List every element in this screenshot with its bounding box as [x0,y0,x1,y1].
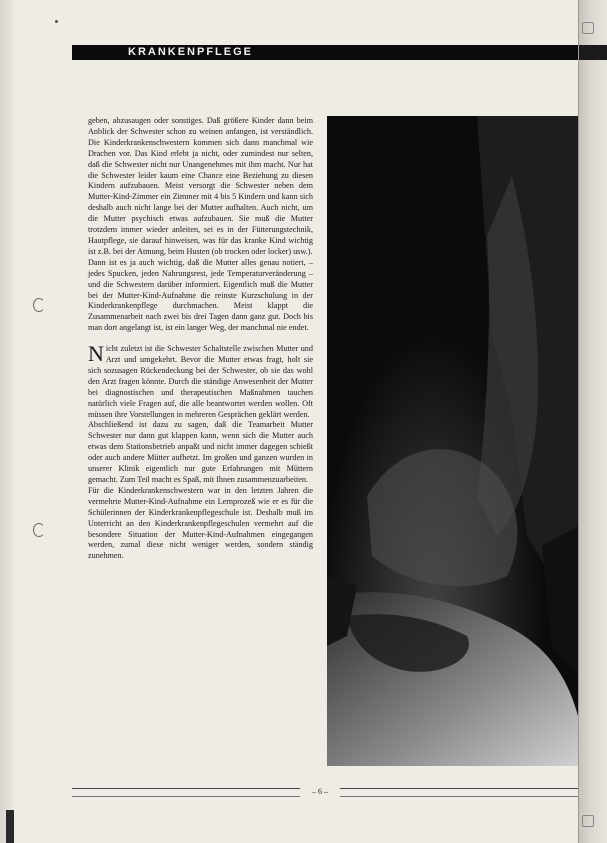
section-title: KRANKENPFLEGE [128,46,254,58]
binder-hole-top [33,298,45,312]
drop-cap: N [88,341,104,367]
adjacent-mark-2 [582,815,594,827]
corner-mark [55,20,58,23]
article-paragraph: Für die Kinderkrankenschwestern war in den letzten Jahren die vermehrte Mutter-Kind-Aufnahme ein Lernprozeß wie er es für die Schülerinnen der Kinderkrankenpflegeschule ist. Deshalb muß im Unterricht an den Kinderkrankenpflegeschulen vermehrt auf die besondere Situation der Mutter-Kind-Aufnahmen eingegangen werden, zumal diese nicht weniger werden, sondern ständig zunehmen. [88,485,313,561]
section-header-bar-continuation [579,45,607,60]
photograph-image [327,116,578,766]
adjacent-page-edge [578,0,607,843]
adjacent-mark-1 [582,22,594,34]
binder-hole-bottom [33,523,45,537]
article-paragraph-text: icht zuletzt ist die Schwester Schaltstelle zwischen Mutter und Arzt und umgekehrt. Bevor die Mutter etwas fragt, holt sie sich sozusagen Rückendeckung bei der Schwester, ob sie das wohl den Arzt fragen könnte. Durch die ständige Anwesenheit der Mutter bei diagnostischen und therapeutischen Maßnahmen tauchen natürlich viele Fragen auf, die alle beantwortet werden wollen. Oft müssen ihre Vorstellungen in mehreren Gesprächen geklärt werden. [88,344,313,419]
page-edge-shadow [6,810,14,843]
article-photograph [327,116,578,766]
article-paragraph-with-dropcap [88,341,313,420]
article-text-column [88,116,313,562]
article-paragraph: geben, abzusaugen oder sonstiges. Daß größere Kinder dann beim Anblick der Schwester schon zu weinen anfangen, ist verständlich. Die Kinderkrankenschwestern kommen sich dann manchmal wie Drachen vor. Das Kind erlebt ja nicht, oder zumindest nur selten, daß die Schwester nicht nur Unangenehmes mit ihm macht. Nur hat die Schwester leider kaum eine Chance eine Beziehung zu diesen Kindern aufzubauen. Meist versorgt die Schwester neben dem Mutter-Kind-Zimmer ein Zimmer mit 4 bis 5 Kindern und kann sich deshalb auch nicht lange bei der Mutter aufhalten. Auch nicht, um die Mutter psychisch etwas aufzubauen. Sie muß die Mutter trotzdem immer wieder anleiten, sei es in der Fütterungstechnik, Hautpflege, sie darauf hinweisen, was für das kranke Kind wichtig ist z.B. bei der Atmung, beim Husten (ob trocken oder locker) usw.). [88,116,313,256]
article-paragraph: Dann ist es ja auch wichtig, daß die Mutter alles genau notiert, – jedes Spucken, jeden Nahrungsrest, jede Temperaturveränderung – und die Schwestern darüber informiert. Eigentlich muß die Mutter bei der Mutter-Kind-Aufnahme die reinste Kurzschulung in der Kinderkrankenpflege durchmachen. Meist klappt die Zusammenarbeit nach zwei bis drei Tagen dann ganz gut. Doch bis man dort angelangt ist, ist ein langer Weg, der manchmal nie endet. [88,257,313,333]
page-number: – 6 – [300,787,340,797]
article-paragraph: Abschließend ist dazu zu sagen, daß die Teamarbeit Mutter Schwester nur dann gut klappen kann, wenn sich die Mutter auch etwas dem Stationsbetrieb anpaßt und nicht immer dagegen schießt oder auch andere Mütter aufhetzt. Im großen und ganzen wurden in unserer Klinik eigentlich nur gute Erfahrungen mit Müttern gemacht. Zum Teil macht es Spaß, mit Ihnen zusammenzuarbeiten. [88,420,313,484]
page-edge-left [0,0,14,843]
